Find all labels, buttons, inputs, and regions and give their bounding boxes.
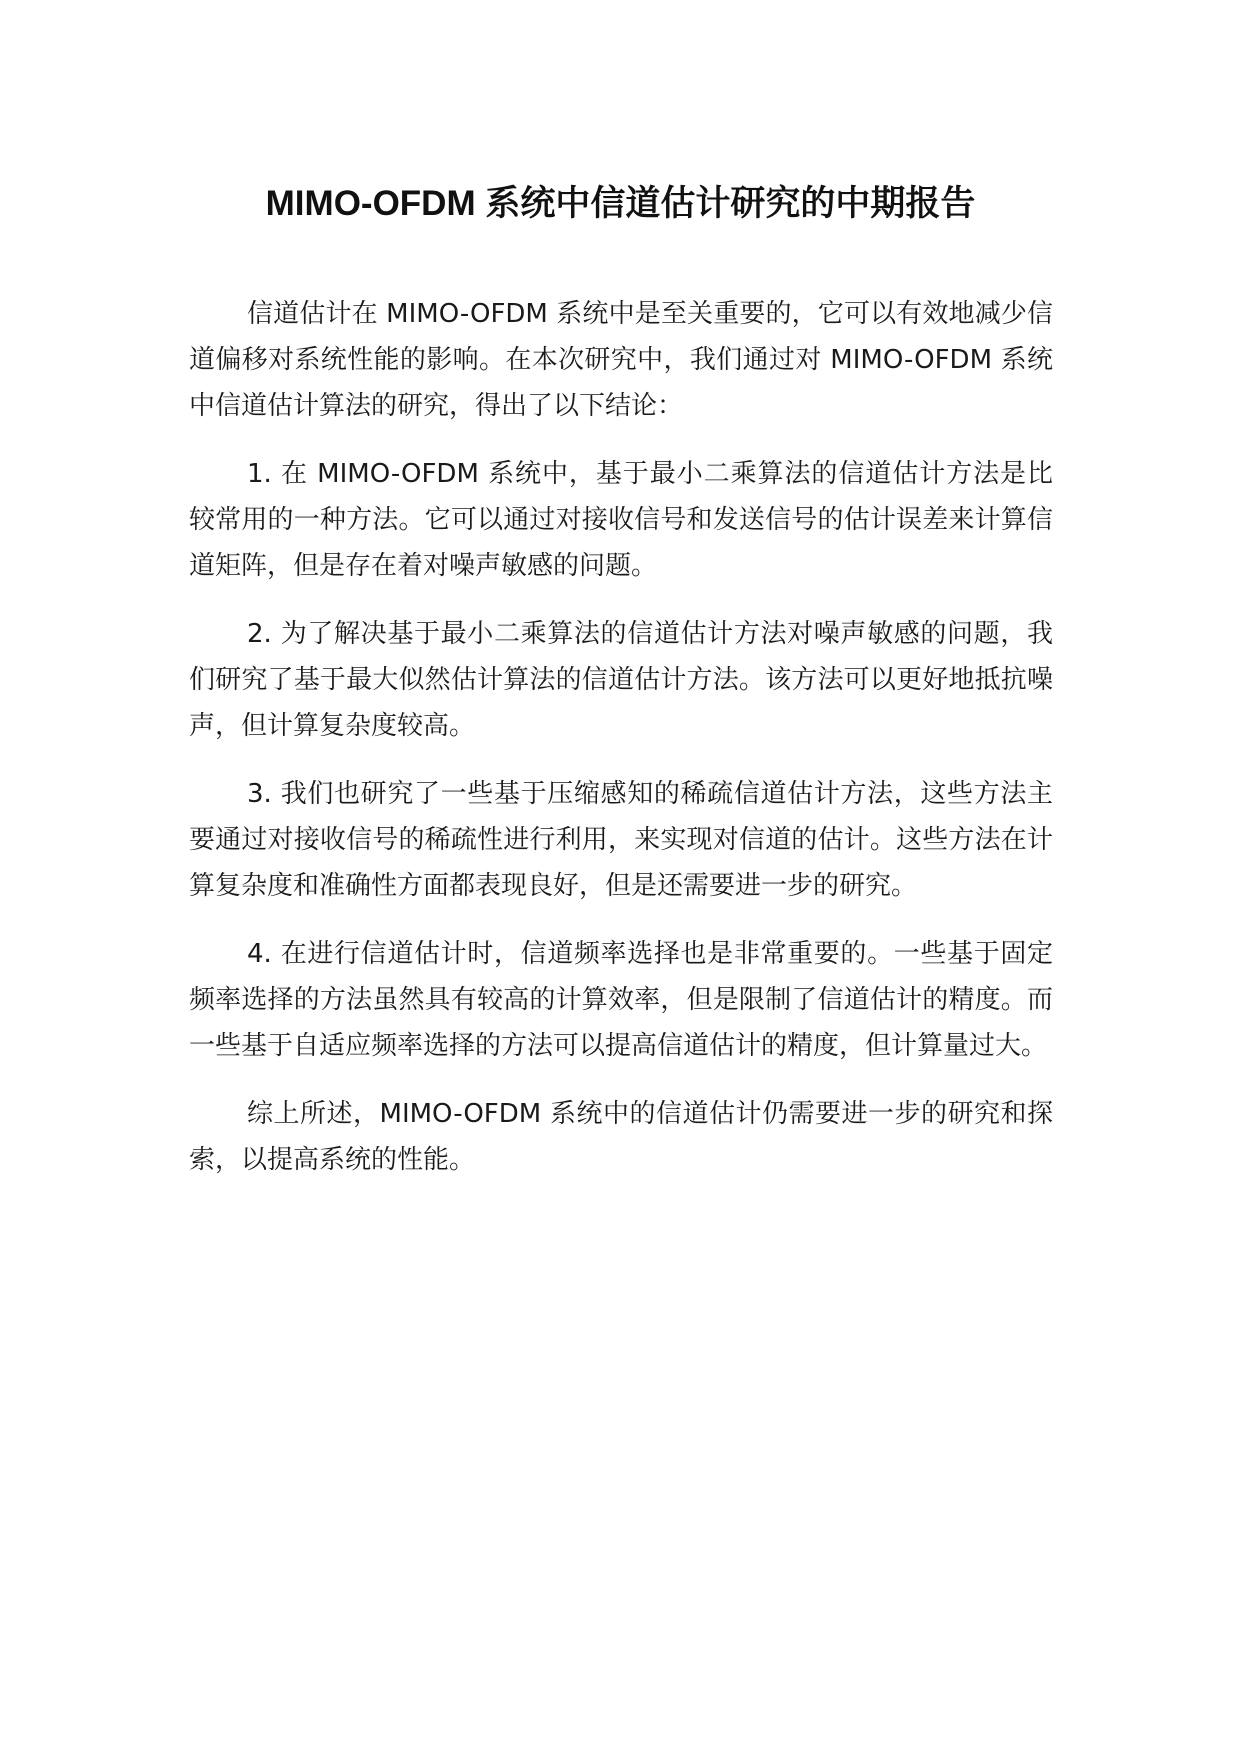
summary-paragraph: 综上所述，MIMO-OFDM 系统中的信道估计仍需要进一步的研究和探索，以提高系统的性能。 [189,1099,1053,1175]
conclusion-item-2: 2. 为了解决基于最小二乘算法的信道估计方法对噪声敏感的问题，我们研究了基于最大似然估计算法的信道估计方法。该方法可以更好地抵抗噪声，但计算复杂度较高。 [189,619,1053,741]
conclusion-item-4: 4. 在进行信道估计时，信道频率选择也是非常重要的。一些基于固定频率选择的方法虽然具有较高的计算效率，但是限制了信道估计的精度。而一些基于自适应频率选择的方法可以提高信道估计的精度，但计算量过大。 [189,939,1053,1061]
document-body [189,291,1053,1205]
conclusion-item-1: 1. 在 MIMO-OFDM 系统中，基于最小二乘算法的信道估计方法是比较常用的一种方法。它可以通过对接收信号和发送信号的估计误差来计算信道矩阵，但是存在着对噪声敏感的问题。 [189,459,1053,581]
document-title: MIMO-OFDM 系统中信道估计研究的中期报告 [265,184,976,223]
intro-paragraph: 信道估计在 MIMO-OFDM 系统中是至关重要的，它可以有效地减少信道偏移对系统性能的影响。在本次研究中，我们通过对 MIMO-OFDM 系统中信道估计算法的研究，得出了以下结论： [189,299,1053,421]
conclusion-item-3: 3. 我们也研究了一些基于压缩感知的稀疏信道估计方法，这些方法主要通过对接收信号的稀疏性进行利用，来实现对信道的估计。这些方法在计算复杂度和准确性方面都表现良好，但是还需要进一步的研究。 [189,779,1053,901]
